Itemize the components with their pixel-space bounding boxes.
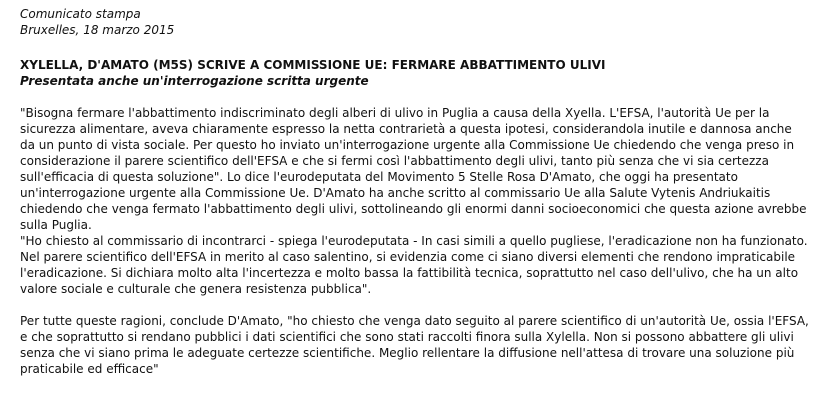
article-body	[20, 105, 810, 377]
subheadline: Presentata anche un'interrogazione scritta urgente	[20, 74, 369, 88]
place-date: Bruxelles, 18 marzo 2015	[20, 23, 175, 37]
paragraph-intro: "Bisogna fermare l'abbattimento indiscriminato degli alberi di ulivo in Puglia a causa della Xyella. L'EFSA, l'autorità Ue per la sicurezza alimentare, aveva chiaramente espresso la netta contrarietà a questa ipotesi, considerandola inutile e dannosa anche da un punto di vista sociale. Per questo ho inviato un'interrogazione urgente alla Commissione Ue chiedendo che venga preso in considerazione il parere scientifico dell'EFSA e che si fermi così l'abbattimento degli ulivi, tanto più senza che vi sia certezza sull'efficacia di questa soluzione". Lo dice l'eurodeputata del Movimento 5 Stelle Rosa D'Amato, che oggi ha presentato un'interrogazione urgente alla Commissione Ue. D'Amato ha anche scritto al commissario Ue alla Salute Vytenis Andriukaitis chiedendo che venga fermato l'abbattimento degli ulivi, sottolineando gli enormi danni socioeconomici che questa azione avrebbe sulla Puglia.	[20, 106, 807, 232]
document-type: Comunicato stampa	[20, 7, 141, 21]
headline: XYLELLA, D'AMATO (M5S) SCRIVE A COMMISSIONE UE: FERMARE ABBATTIMENTO ULIVI	[20, 58, 606, 72]
paragraph-conclusion: Per tutte queste ragioni, conclude D'Amato, "ho chiesto che venga dato seguito al parere scientifico di un'autorità Ue, ossia l'EFSA, e che soprattutto si rendano pubblici i dati scientifici che sono stati raccolti finora sulla Xylella. Non si possono abbattere gli ulivi senza che vi siano prima le adeguate certezze scientifiche. Meglio rellentare la diffusione nell'attesa di trovare una soluzione più praticabile ed efficace"	[20, 314, 809, 376]
paragraph-quote: "Ho chiesto al commissario di incontrarci - spiega l'eurodeputata - In casi simili a quello pugliese, l'eradicazione non ha funzionato. Nel parere scientifico dell'EFSA in merito al caso salentino, si evidenzia come ci siano diversi elementi che rendono impraticabile l'eradicazione. Si dichiara molto alta l'incertezza e molto bassa la fattibilità tecnica, soprattutto nel caso dell'ulivo, che ha un alto valore sociale e culturale che genera resistenza pubblica".	[20, 234, 808, 296]
